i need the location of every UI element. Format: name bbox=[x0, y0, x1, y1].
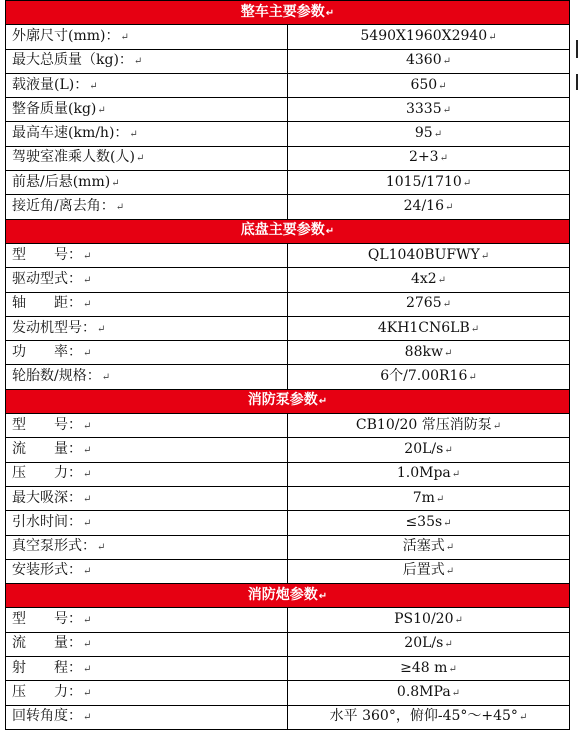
spec-label-cell bbox=[6, 73, 288, 97]
spec-label-cell bbox=[6, 705, 288, 729]
spec-row bbox=[6, 486, 570, 510]
spec-value-cell bbox=[288, 414, 570, 438]
spec-value: 4360 bbox=[405, 52, 442, 69]
spec-label-cell bbox=[6, 486, 288, 510]
paragraph-mark-icon: ↵ bbox=[83, 566, 92, 578]
spec-label: 发动机型号： bbox=[12, 319, 96, 336]
paragraph-mark-icon: ↵ bbox=[451, 469, 461, 481]
spec-label-cell bbox=[6, 414, 288, 438]
paragraph-mark-icon: ↵ bbox=[325, 7, 335, 19]
paragraph-mark-icon: ↵ bbox=[437, 274, 447, 286]
paragraph-mark-icon: ↵ bbox=[89, 80, 98, 92]
spec-value-cell bbox=[288, 657, 570, 681]
spec-label: 最高车速(km/h)： bbox=[12, 125, 129, 142]
paragraph-mark-icon: ↵ bbox=[445, 566, 455, 578]
spec-value: ≤35s bbox=[405, 513, 443, 530]
spec-label: 功 率： bbox=[12, 343, 82, 360]
spec-label: 最大吸深： bbox=[12, 489, 82, 506]
section-header bbox=[6, 1, 570, 25]
spec-row bbox=[6, 195, 570, 219]
spec-value-cell bbox=[288, 98, 570, 122]
spec-row bbox=[6, 292, 570, 316]
spec-value: 1015/1710 bbox=[385, 173, 462, 190]
paragraph-mark-icon: ↵ bbox=[120, 31, 129, 43]
spec-label: 驾驶室准乘人数(人) bbox=[12, 149, 135, 166]
paragraph-mark-icon: ↵ bbox=[470, 323, 480, 335]
paragraph-mark-icon: ↵ bbox=[83, 250, 92, 262]
paragraph-mark-icon: ↵ bbox=[462, 177, 472, 189]
spec-value: 2+3 bbox=[409, 149, 439, 166]
section-title bbox=[6, 389, 570, 413]
spec-value-cell bbox=[288, 608, 570, 632]
spec-label-cell bbox=[6, 25, 288, 49]
spec-label: 整备质量(kg) bbox=[12, 100, 97, 117]
spec-value: 650 bbox=[410, 76, 438, 93]
spec-row bbox=[6, 535, 570, 559]
spec-label-cell bbox=[6, 681, 288, 705]
spec-row bbox=[6, 438, 570, 462]
paragraph-mark-icon: ↵ bbox=[101, 372, 111, 384]
spec-row bbox=[6, 25, 570, 49]
spec-value-cell bbox=[288, 49, 570, 73]
spec-label-cell bbox=[6, 98, 288, 122]
paragraph-mark-icon: ↵ bbox=[83, 712, 92, 724]
section-title bbox=[6, 1, 570, 25]
paragraph-mark-icon: ↵ bbox=[97, 323, 106, 335]
spec-value: 后置式 bbox=[402, 562, 445, 579]
spec-row bbox=[6, 414, 570, 438]
paragraph-mark-icon: ↵ bbox=[83, 444, 92, 456]
section-title bbox=[6, 219, 570, 243]
paragraph-mark-icon: ↵ bbox=[438, 80, 447, 92]
spec-row bbox=[6, 608, 570, 632]
spec-value-cell bbox=[288, 243, 570, 267]
spec-label: 轮胎数/规格： bbox=[12, 368, 101, 385]
paragraph-mark-icon: ↵ bbox=[115, 202, 125, 214]
spec-label-cell bbox=[6, 462, 288, 486]
spec-value-cell bbox=[288, 146, 570, 170]
spec-label: 压 力： bbox=[12, 683, 82, 700]
paragraph-mark-icon: ↵ bbox=[442, 104, 452, 116]
spec-table-body bbox=[6, 1, 570, 730]
section-header bbox=[6, 389, 570, 413]
spec-label-cell bbox=[6, 243, 288, 267]
spec-value: 95 bbox=[414, 125, 433, 142]
paragraph-mark-icon: ↵ bbox=[83, 274, 92, 286]
paragraph-mark-icon: ↵ bbox=[492, 420, 502, 432]
paragraph-mark-icon: ↵ bbox=[135, 153, 145, 165]
spec-value: 活塞式 bbox=[402, 538, 445, 555]
spec-label: 型 号： bbox=[12, 611, 82, 628]
spec-value: ≥48 m bbox=[400, 659, 448, 676]
spec-label: 接近角/离去角： bbox=[12, 198, 115, 215]
paragraph-mark-icon: ↵ bbox=[83, 347, 92, 359]
spec-value-cell bbox=[288, 462, 570, 486]
spec-row bbox=[6, 681, 570, 705]
spec-row bbox=[6, 243, 570, 267]
spec-value: 4x2 bbox=[410, 270, 437, 287]
spec-row bbox=[6, 98, 570, 122]
paragraph-mark-icon: ↵ bbox=[442, 299, 452, 311]
spec-value-cell bbox=[288, 365, 570, 389]
spec-label: 回转角度： bbox=[12, 708, 82, 725]
spec-row bbox=[6, 657, 570, 681]
paragraph-mark-icon: ↵ bbox=[129, 129, 138, 141]
paragraph-mark-icon: ↵ bbox=[468, 372, 477, 384]
paragraph-mark-icon: ↵ bbox=[83, 493, 92, 505]
spec-label-cell bbox=[6, 195, 288, 219]
spec-value-cell bbox=[288, 316, 570, 340]
paragraph-mark-icon: ↵ bbox=[448, 663, 457, 675]
spec-row bbox=[6, 122, 570, 146]
spec-value-cell bbox=[288, 171, 570, 195]
paragraph-mark-icon: ↵ bbox=[443, 517, 452, 529]
paragraph-mark-icon: ↵ bbox=[444, 202, 454, 214]
spec-value: 20L/s bbox=[404, 440, 444, 457]
paragraph-mark-icon: ↵ bbox=[480, 250, 490, 262]
spec-value-cell bbox=[288, 341, 570, 365]
spec-row bbox=[6, 268, 570, 292]
paragraph-mark-icon: ↵ bbox=[318, 590, 328, 602]
spec-value: PS10/20 bbox=[394, 611, 454, 628]
spec-table bbox=[5, 0, 570, 730]
section-header bbox=[6, 584, 570, 608]
spec-row bbox=[6, 316, 570, 340]
spec-value-cell bbox=[288, 268, 570, 292]
paragraph-mark-icon: ↵ bbox=[445, 542, 455, 554]
paragraph-mark-icon: ↵ bbox=[133, 56, 143, 68]
spec-label: 真空泵形式： bbox=[12, 538, 96, 555]
spec-value-cell bbox=[288, 681, 570, 705]
paragraph-mark-icon: ↵ bbox=[444, 444, 453, 456]
spec-label-cell bbox=[6, 559, 288, 583]
spec-label-cell bbox=[6, 292, 288, 316]
paragraph-mark-icon: ↵ bbox=[454, 615, 463, 627]
section-header bbox=[6, 219, 570, 243]
spec-label-cell bbox=[6, 146, 288, 170]
paragraph-mark-icon: ↵ bbox=[443, 347, 453, 359]
spec-value: 20L/s bbox=[404, 635, 444, 652]
paragraph-mark-icon: ↵ bbox=[83, 687, 92, 699]
spec-row bbox=[6, 49, 570, 73]
spec-value: 5490X1960X2940 bbox=[360, 27, 488, 44]
spec-label: 最大总质量（kg)： bbox=[12, 52, 133, 69]
spec-value-cell bbox=[288, 25, 570, 49]
spec-label: 流 量： bbox=[12, 440, 82, 457]
section-title bbox=[6, 584, 570, 608]
spec-value-cell bbox=[288, 486, 570, 510]
spec-value-cell bbox=[288, 705, 570, 729]
paragraph-mark-icon: ↵ bbox=[318, 396, 328, 408]
spec-value-cell bbox=[288, 195, 570, 219]
section-title-text: 消防炮参数 bbox=[247, 586, 318, 603]
spec-value: QL1040BUFWY bbox=[367, 246, 480, 263]
spec-row bbox=[6, 511, 570, 535]
spec-value: 水平 360°，俯仰-45°～+45° bbox=[329, 708, 518, 725]
spec-label-cell bbox=[6, 365, 288, 389]
spec-label-cell bbox=[6, 535, 288, 559]
paragraph-mark-icon: ↵ bbox=[433, 129, 443, 141]
paragraph-mark-icon: ↵ bbox=[111, 177, 120, 189]
paragraph-mark-icon: ↵ bbox=[83, 639, 92, 651]
paragraph-mark-icon: ↵ bbox=[83, 469, 92, 481]
spec-label: 引水时间： bbox=[12, 513, 82, 530]
spec-label-cell bbox=[6, 341, 288, 365]
spec-row bbox=[6, 632, 570, 656]
spec-label: 流 量： bbox=[12, 635, 82, 652]
spec-label-cell bbox=[6, 657, 288, 681]
paragraph-mark-icon: ↵ bbox=[442, 56, 452, 68]
spec-row bbox=[6, 341, 570, 365]
spec-label: 型 号： bbox=[12, 416, 82, 433]
spec-value: 0.8MPa bbox=[396, 683, 451, 700]
spec-label-cell bbox=[6, 268, 288, 292]
paragraph-mark-icon: ↵ bbox=[518, 712, 528, 724]
paragraph-mark-icon: ↵ bbox=[83, 663, 92, 675]
paragraph-mark-icon: ↵ bbox=[439, 153, 448, 165]
spec-label: 型 号： bbox=[12, 246, 82, 263]
spec-value: 2765 bbox=[405, 295, 442, 312]
paragraph-mark-icon: ↵ bbox=[83, 420, 92, 432]
spec-value-cell bbox=[288, 438, 570, 462]
spec-label-cell bbox=[6, 438, 288, 462]
spec-value: 3335 bbox=[405, 100, 442, 117]
spec-label-cell bbox=[6, 122, 288, 146]
spec-label-cell bbox=[6, 608, 288, 632]
paragraph-mark-icon: ↵ bbox=[488, 31, 497, 43]
spec-label-cell bbox=[6, 316, 288, 340]
spec-value: 6个/7.00R16 bbox=[380, 368, 468, 385]
spec-label-cell bbox=[6, 511, 288, 535]
spec-value-cell bbox=[288, 535, 570, 559]
spec-value: 24/16 bbox=[403, 198, 444, 215]
spec-label: 射 程： bbox=[12, 659, 82, 676]
spec-value: CB10/20 常压消防泵 bbox=[355, 416, 492, 433]
spec-row bbox=[6, 559, 570, 583]
spec-value-cell bbox=[288, 73, 570, 97]
paragraph-mark-icon: ↵ bbox=[83, 517, 92, 529]
spec-row bbox=[6, 146, 570, 170]
spec-value-cell bbox=[288, 632, 570, 656]
spec-row bbox=[6, 705, 570, 729]
spec-value: 4KH1CN6LB bbox=[377, 319, 470, 336]
spec-label: 外廓尺寸(mm)： bbox=[12, 27, 120, 44]
spec-row bbox=[6, 73, 570, 97]
paragraph-mark-icon: ↵ bbox=[97, 542, 106, 554]
spec-label-cell bbox=[6, 49, 288, 73]
paragraph-mark-icon: ↵ bbox=[435, 493, 445, 505]
spec-label: 轴 距： bbox=[12, 295, 82, 312]
spec-label: 压 力： bbox=[12, 465, 82, 482]
section-title-text: 整车主要参数 bbox=[240, 3, 325, 20]
spec-value-cell bbox=[288, 122, 570, 146]
paragraph-mark-icon: ↵ bbox=[83, 615, 92, 627]
spec-value: 7m bbox=[412, 489, 435, 506]
section-title-text: 底盘主要参数 bbox=[240, 222, 325, 239]
spec-label: 驱动型式： bbox=[12, 270, 82, 287]
paragraph-mark-icon: ↵ bbox=[444, 639, 453, 651]
spec-label: 前悬/后悬(mm) bbox=[12, 173, 111, 190]
spec-value: 1.0Mpa bbox=[396, 465, 451, 482]
spec-row bbox=[6, 365, 570, 389]
section-title-text: 消防泵参数 bbox=[247, 392, 318, 409]
spec-value-cell bbox=[288, 511, 570, 535]
spec-value-cell bbox=[288, 559, 570, 583]
spec-label-cell bbox=[6, 171, 288, 195]
spec-row bbox=[6, 462, 570, 486]
paragraph-mark-icon: ↵ bbox=[83, 299, 92, 311]
spec-value-cell bbox=[288, 292, 570, 316]
spec-row bbox=[6, 171, 570, 195]
paragraph-mark-icon: ↵ bbox=[325, 226, 335, 238]
spec-label-cell bbox=[6, 632, 288, 656]
paragraph-mark-icon: ↵ bbox=[97, 104, 106, 116]
paragraph-mark-icon: ↵ bbox=[451, 687, 461, 699]
spec-label: 安装形式： bbox=[12, 562, 82, 579]
spec-label: 载液量(L)： bbox=[12, 76, 89, 93]
spec-value: 88kw bbox=[404, 343, 443, 360]
